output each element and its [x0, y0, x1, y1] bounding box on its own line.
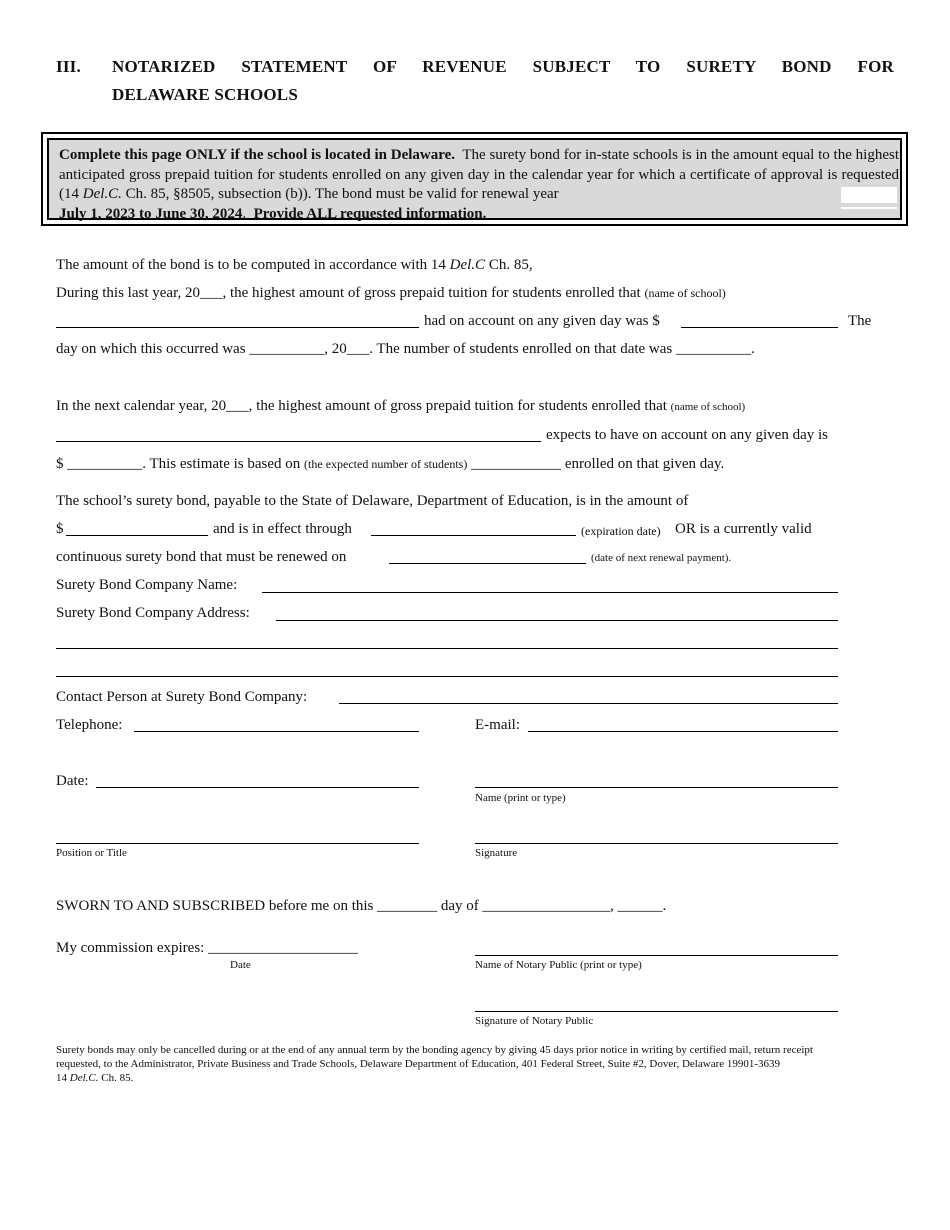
notary-signature-field[interactable]: [475, 1011, 838, 1012]
notice-box: [41, 132, 908, 226]
email-field[interactable]: [528, 731, 838, 732]
company-address-line-2[interactable]: [56, 648, 838, 649]
had-on-account-label: had on account on any given day was $: [424, 313, 660, 329]
notice-lead: Complete this page ONLY if the school is located in Delaware.: [59, 147, 456, 163]
footnote-line-1: Surety bonds may only be cancelled during or at the end of any annual term by the bonding agency by giving 45 days prior notice in writing by certified mail, return receipt: [56, 1044, 813, 1056]
estimate-text: $ __________. This estimate is based on (the expected number of students) ____________ enrolled on that given day.: [56, 456, 725, 472]
contact-person-field[interactable]: [339, 703, 838, 704]
last-year-text: During this last year, 20___, the highest amount of gross prepaid tuition for students enrolled that (name of school): [56, 285, 726, 301]
name-print-field[interactable]: [475, 787, 838, 788]
next-year-text: In the next calendar year, 20___, the highest amount of gross prepaid tuition for students enrolled that (name of school): [56, 398, 746, 414]
company-address-line-3[interactable]: [56, 676, 838, 677]
last-year-school-name-field[interactable]: [56, 327, 419, 328]
company-address-field[interactable]: [276, 620, 838, 621]
day-occurred-text: day on which this occurred was __________, 20___. The number of students enrolled on that date was __________.: [56, 341, 755, 357]
commission-expires: My commission expires: ____________________: [56, 940, 359, 956]
company-name-field[interactable]: [262, 592, 838, 593]
position-title-field[interactable]: [56, 843, 419, 844]
renewal-dates: July 1, 2023 to June 30, 2024: [59, 205, 243, 222]
footnote-line-3: 14 Del.C. Ch. 85.: [56, 1072, 134, 1084]
next-year-school-name-field[interactable]: [56, 441, 541, 442]
date-field[interactable]: [96, 787, 419, 788]
notice-text: Complete this page ONLY if the school is located in Delaware. The surety bond for in-state schools is in the amount equal to the highest anticipated gross prepaid tuition for students enrolled on any given day in the calendar year for which a certificate of approval is requested (14 Del.C. Ch. 85, §8505, subsection (b)). The bond must be valid for renewal year July 1, 2023 to June 30, 2024. Provide ALL requested information.: [59, 147, 899, 222]
last-year-amount-field[interactable]: [681, 327, 838, 328]
telephone-field[interactable]: [134, 731, 419, 732]
page-title-line2: DELAWARE SCHOOLS: [112, 85, 298, 104]
footnote-line-2: requested, to the Administrator, Private Business and Trade Schools, Delaware Department of Education, 401 Federal Street, Suite #2, Dover, Delaware 19901-3639: [56, 1058, 781, 1070]
sworn-statement: SWORN TO AND SUBSCRIBED before me on this ________ day of _________________, ______.: [56, 898, 667, 914]
notary-name-field[interactable]: [475, 955, 838, 956]
bond-payable-text: The school’s surety bond, payable to the State of Delaware, Department of Education, is in the amount of: [56, 493, 689, 509]
page-title: NOTARIZED STATEMENT OF REVENUE SUBJECT TO SURETY BOND FOR: [112, 57, 894, 76]
renewal-date-field[interactable]: [389, 563, 586, 564]
section-number: III.: [56, 57, 81, 76]
bond-computed-text: The amount of the bond is to be computed in accordance with 14 Del.C Ch. 85,: [56, 257, 533, 273]
bond-amount-field[interactable]: [66, 535, 208, 536]
signature-field[interactable]: [475, 843, 838, 844]
expiration-date-field[interactable]: [371, 535, 576, 536]
